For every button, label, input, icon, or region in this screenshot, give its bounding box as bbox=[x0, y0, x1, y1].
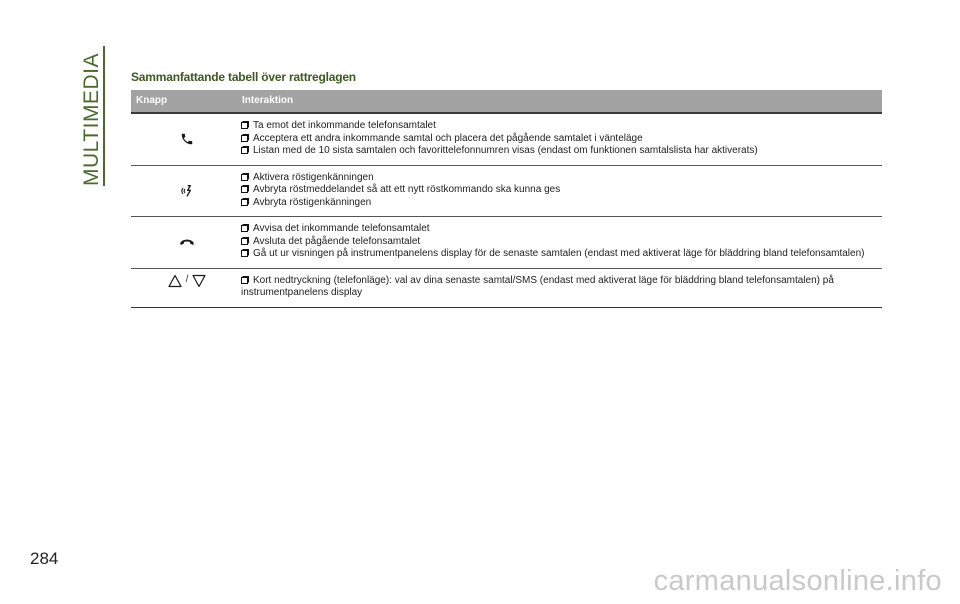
section-title: MULTIMEDIA bbox=[80, 53, 103, 186]
bullet-icon bbox=[241, 249, 249, 257]
arrow-separator: / bbox=[185, 273, 189, 285]
phone-hangup-icon bbox=[131, 217, 241, 268]
up-down-arrows-icon bbox=[131, 269, 241, 307]
arrow-down-icon bbox=[192, 274, 206, 288]
table-row bbox=[131, 269, 882, 308]
controls-table bbox=[131, 90, 882, 308]
table-row bbox=[131, 217, 882, 269]
list-item: Aktivera röstigenkänningen bbox=[241, 172, 872, 185]
page-number: 284 bbox=[30, 549, 59, 568]
watermark: carmanualsonline.info bbox=[653, 565, 942, 597]
bullet-icon bbox=[241, 121, 249, 129]
bullet-icon bbox=[241, 146, 249, 154]
table-row bbox=[131, 114, 882, 166]
arrow-up-icon bbox=[168, 274, 182, 288]
list-item: Kort nedtryckning (telefonläge): val av dina senaste samtal/SMS (endast med aktiverat läge för bläddring bland telefonsamtalen) på instrumentpanelens display bbox=[241, 274, 834, 298]
bullet-icon bbox=[241, 276, 249, 284]
voice-command-icon bbox=[131, 166, 241, 217]
bullet-icon bbox=[241, 185, 249, 193]
phone-answer-icon bbox=[131, 114, 241, 165]
interaction-cell bbox=[241, 217, 882, 268]
list-item: Listan med de 10 sista samtalen och favorittelefonnumren visas (endast om funktionen samtalslista har aktiverats) bbox=[241, 145, 872, 158]
list-item: Ta emot det inkommande telefonsamtalet bbox=[241, 120, 872, 133]
header-interaktion: Interaktion bbox=[242, 95, 294, 106]
bullet-icon bbox=[241, 224, 249, 232]
interaction-cell bbox=[241, 114, 882, 165]
interaction-cell bbox=[241, 166, 882, 217]
list-item: Avvisa det inkommande telefonsamtalet bbox=[241, 223, 872, 236]
bullet-icon bbox=[241, 134, 249, 142]
table-row bbox=[131, 166, 882, 218]
table-title: Sammanfattande tabell över rattreglagen bbox=[131, 70, 356, 84]
list-item: Avsluta det pågående telefonsamtalet bbox=[241, 236, 872, 249]
list-item: Acceptera ett andra inkommande samtal och placera det pågående samtalet i vänteläge bbox=[241, 133, 872, 146]
table-header bbox=[131, 90, 882, 114]
header-knapp: Knapp bbox=[136, 95, 168, 106]
list-item: Avbryta röstmeddelandet så att ett nytt röstkommando ska kunna ges bbox=[241, 184, 872, 197]
bullet-icon bbox=[241, 237, 249, 245]
list-item: Gå ut ur visningen på instrumentpanelens display för de senaste samtalen (endast med aktiverat läge för bläddring bland telefonsamtalen) bbox=[241, 248, 872, 261]
bullet-icon bbox=[241, 173, 249, 181]
bullet-icon bbox=[241, 198, 249, 206]
interaction-cell bbox=[241, 269, 882, 307]
list-item: Avbryta röstigenkänningen bbox=[241, 197, 872, 210]
